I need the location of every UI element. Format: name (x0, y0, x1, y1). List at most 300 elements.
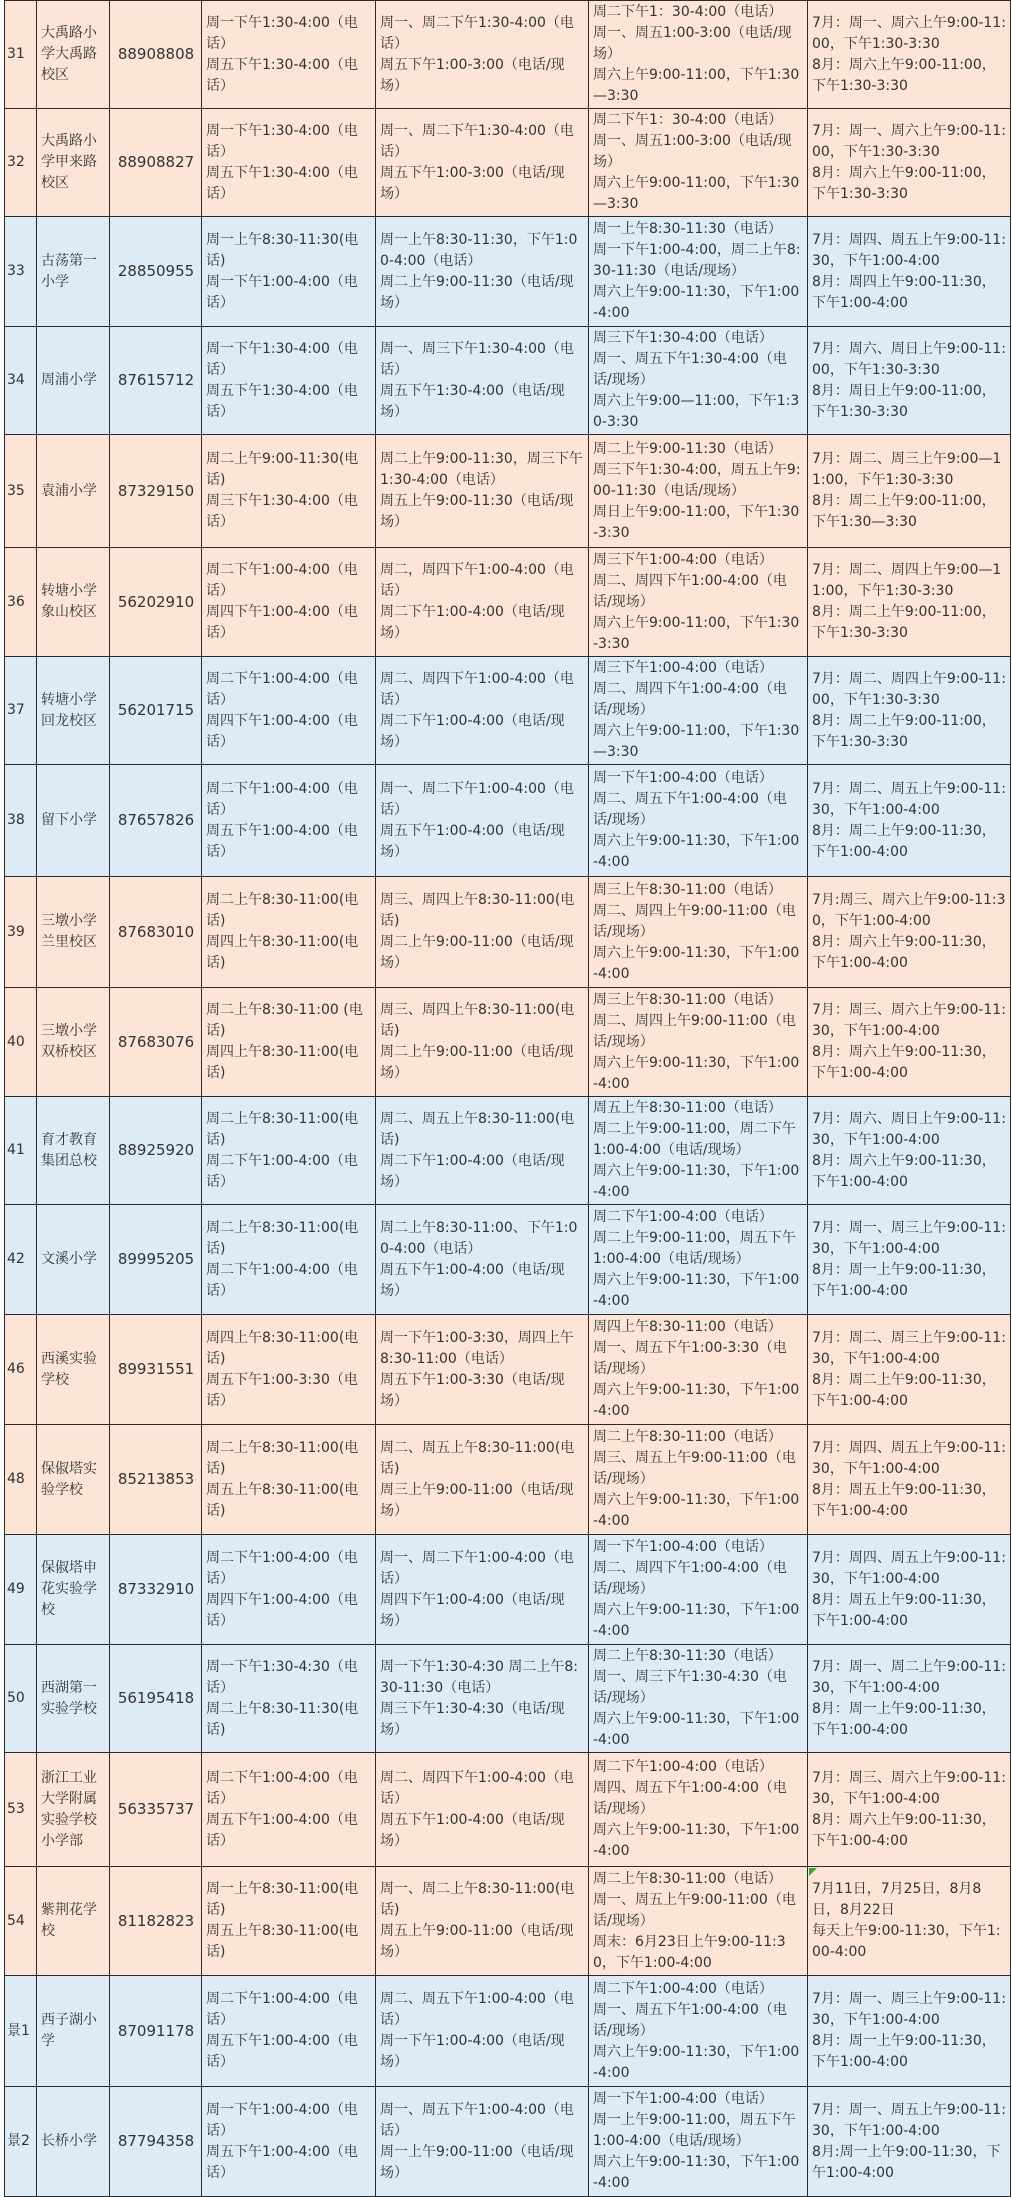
schedule-entry: 周二、周五下午1:00-4:00（电话） (380, 1991, 574, 2028)
row-number-cell: 32 (5, 109, 37, 217)
schedule-entry: 周六上午9:00-11:00，下午1:30-3:30 (593, 614, 800, 652)
schedule-cell-3 (589, 765, 808, 877)
schedule-entry: 周二上午8:30-11:00(电话) (206, 1110, 359, 1148)
schedule-cell-2 (376, 765, 589, 877)
schedule-cell-1 (202, 877, 376, 988)
school-name-cell: 西溪实验学校 (37, 1315, 110, 1425)
schedule-cell-3 (589, 1, 808, 109)
table-row (5, 1, 1011, 109)
schedule-entry: 周三上午8:30-11:00（电话） (593, 881, 782, 898)
schedule-cell-2 (376, 657, 589, 765)
table-row (5, 657, 1011, 765)
schedule-entry: 周一下午1:30-4:00（电话） (206, 14, 358, 52)
phone-number-cell: 56202910 (110, 548, 202, 657)
table-row (5, 1867, 1011, 1976)
schedule-entry: 7月：周六、周日上午9:00-11:00，下午1:30-3:30 (812, 340, 1006, 378)
table-row (5, 2087, 1011, 2197)
schedule-entry: 周三上午8:30-11:00（电话） (593, 991, 782, 1008)
schedule-cell-3 (589, 877, 808, 988)
schedule-cell-4 (808, 1, 1011, 109)
schedule-entry: 周一、周五下午1:00-4:00（电话/现场） (593, 2001, 787, 2039)
schedule-entry: 周六上午9:00-11:30，下午1:00-4:00 (593, 833, 800, 870)
schedule-cell-3 (589, 548, 808, 657)
table-row (5, 1425, 1011, 1535)
schedule-entry: 8月：周二上午9:00-11:00，下午1:30-3:30 (812, 712, 996, 750)
schedule-entry: 周二下午1:00-4:00（电话） (593, 1209, 773, 1225)
schedule-cell-3 (589, 1205, 808, 1315)
schedule-entry: 8月：周六上午9:00-11:00，下午1:30-3:30 (812, 56, 996, 94)
row-number-cell: 景1 (5, 1976, 37, 2087)
schedule-entry: 周二上午9:00-11:30（电话） (593, 440, 782, 457)
schedule-entry: 周一上午9:00-11:00（电话/现场） (380, 2143, 574, 2181)
schedule-entry: 周一、周三下午1:30-4:30（电话/现场） (593, 1669, 787, 1706)
table-row (5, 217, 1011, 327)
schedule-entry: 周三、周四上午8:30-11:00(电话) (380, 892, 575, 929)
schedule-entry: 周四下午1:00-4:00（电话） (206, 604, 358, 641)
schedule-entry: 周二上午8:30-11:00（电话） (593, 1870, 782, 1887)
schedule-entry: 周二上午9:00-11:30，周三下午1:30-4:00（电话） (380, 451, 583, 488)
schedule-entry: 周一下午1:30-4:30 周二上午8:30-11:30（电话） (380, 1658, 579, 1696)
schedule-cell-2 (376, 1425, 589, 1535)
schedule-entry: 8月：周一上午9:00-11:30，下午1:00-4:00 (812, 2033, 996, 2070)
schedule-cell-3 (589, 1753, 808, 1867)
schedule-cell-4 (808, 1976, 1011, 2087)
schedule-cell-2 (376, 109, 589, 217)
schedule-entry: 周四上午8:30-11:00（电话） (593, 1319, 782, 1335)
school-name-cell: 保俶塔实验学校 (37, 1425, 110, 1535)
schedule-cell-3 (589, 2087, 808, 2197)
schedule-entry: 周二下午1:00-4:00（电话） (206, 1549, 358, 1587)
phone-number-cell: 87683010 (110, 877, 202, 988)
schedule-entry: 周五下午1:00-4:00（电话） (206, 2033, 358, 2070)
schedule-entry: 周一、周二下午1:00-4:00（电话） (380, 780, 574, 818)
table-row (5, 548, 1011, 657)
schedule-entry: 周五上午9:00-11:00（电话/现场） (380, 1923, 574, 1960)
schedule-cell-3 (589, 1976, 808, 2087)
schedule-cell-1 (202, 765, 376, 877)
school-name-cell: 留下小学 (37, 765, 110, 877)
schedule-entry: 7月：周四、周五上午9:00-11:30，下午1:00-4:00 (812, 231, 1006, 269)
schedule-entry: 周二下午1：30-4:00（电话） (593, 112, 783, 128)
schedule-entry: 7月：周二、周三上午9:00—11:00，下午1:30-3:30 (812, 451, 1002, 488)
row-number-cell: 39 (5, 877, 37, 988)
schedule-entry: 周一、周五1:00-3:00（电话/现场） (593, 25, 792, 62)
schedule-cell-2 (376, 1535, 589, 1645)
row-number-cell: 36 (5, 548, 37, 657)
phone-number-cell: 89931551 (110, 1315, 202, 1425)
schedule-entry: 周四下午1:00-4:00（电话/现场） (380, 1591, 565, 1629)
schedule-entry: 周二上午8:30-11:00(电话) (206, 1219, 359, 1257)
consultation-schedule-table (4, 0, 1011, 2197)
schedule-cell-4 (808, 988, 1011, 1097)
phone-number-cell: 87329150 (110, 435, 202, 548)
schedule-entry: 周五下午1:30-4:00（电话） (206, 56, 358, 94)
table-row (5, 877, 1011, 988)
schedule-entry: 周一下午1:00-4:00（电话） (593, 2091, 773, 2107)
schedule-entry: 周一、周五下午1:00-3:30（电话/现场） (593, 1340, 787, 1377)
schedule-entry: 周六上午9:00-11:00，下午1:30—3:30 (593, 175, 800, 212)
schedule-entry: 周五上午8:30-11:00(电话) (206, 1481, 359, 1519)
schedule-cell-4 (808, 109, 1011, 217)
schedule-cell-1 (202, 2087, 376, 2197)
schedule-cell-2 (376, 1315, 589, 1425)
schedule-cell-1 (202, 1535, 376, 1645)
schedule-cell-3 (589, 1645, 808, 1753)
school-name-cell: 转塘小学回龙校区 (37, 657, 110, 765)
schedule-entry: 周四上午8:30-11:00(电话) (206, 1044, 359, 1081)
phone-number-cell: 87794358 (110, 2087, 202, 2197)
row-number-cell: 48 (5, 1425, 37, 1535)
schedule-entry: 周五上午8:30-11:00（电话） (593, 1100, 782, 1116)
schedule-cell-2 (376, 1, 589, 109)
schedule-entry: 7月：周一、周六上午9:00-11:00，下午1:30-3:30 (812, 122, 1006, 160)
phone-number-cell: 87615712 (110, 327, 202, 435)
schedule-entry: 8月：周二上午9:00-11:30，下午1:00-4:00 (812, 822, 996, 860)
schedule-entry: 8月：周二上午9:00-11:00，下午1:30-3:30 (812, 604, 996, 641)
schedule-entry: 周五下午1:00-3:30（电话） (206, 1371, 358, 1409)
schedule-cell-2 (376, 435, 589, 548)
schedule-entry: 周五下午1:30-4:00（电话/现场） (380, 382, 565, 420)
schedule-entry: 周一下午1:00-3:30，周四上午8:30-11:00（电话） (380, 1329, 574, 1367)
schedule-entry: 周末：6月23日上午9:00-11:30，下午1:00-4:00 (593, 1933, 786, 1971)
schedule-entry: 7月：周二、周四上午9:00—11:00，下午1:30-3:30 (812, 562, 1002, 599)
schedule-entry: 每天上午9:00-11:30，下午1:00-4:00 (812, 1923, 1001, 1960)
schedule-entry: 周四下午1:00-4:00（电话） (206, 1591, 358, 1629)
schedule-entry: 8月：周一上午9:00-11:30，下午1:00-4:00 (812, 1261, 996, 1299)
schedule-entry: 周一、周五下午1:30-4:00（电话/现场） (593, 351, 787, 388)
phone-number-cell: 88925920 (110, 1097, 202, 1205)
phone-number-cell: 28850955 (110, 217, 202, 327)
school-name-cell: 西子湖小学 (37, 1976, 110, 2087)
schedule-entry: 7月：周四、周五上午9:00-11:30，下午1:00-4:00 (812, 1549, 1006, 1587)
schedule-entry: 周二下午1：30-4:00（电话） (593, 4, 783, 20)
schedule-cell-2 (376, 327, 589, 435)
schedule-entry: 周一、周五下午1:00-4:00（电话） (380, 2101, 574, 2139)
schedule-entry: 周二、周五下午1:00-4:00（电话/现场） (593, 791, 787, 828)
schedule-entry: 周二、周四上午9:00-11:00（电话/现场） (593, 902, 796, 940)
schedule-entry: 周二上午9:00-11:00（电话/现场） (380, 934, 574, 971)
schedule-entry: 8月：周日上午9:00-11:00，下午1:30-3:30 (812, 382, 996, 420)
schedule-entry: 周一、周二下午1:00-4:00（电话） (380, 1549, 574, 1587)
schedule-entry: 周一下午1:00-4:00（电话） (206, 2101, 358, 2139)
schedule-entry: 周一下午1:00-4:00，周二上午8:30-11:30（电话/现场） (593, 242, 801, 279)
schedule-entry: 周四下午1:00-4:00（电话） (206, 712, 358, 750)
schedule-entry: 周二下午1:00-4:00（电话/现场） (380, 712, 565, 750)
school-name-cell: 文溪小学 (37, 1205, 110, 1315)
schedule-entry: 7月：周六、周日上午9:00-11:30，下午1:00-4:00 (812, 1110, 1006, 1148)
row-number-cell: 40 (5, 988, 37, 1097)
schedule-cell-2 (376, 988, 589, 1097)
schedule-entry: 8月：周六上午9:00-11:30，下午1:00-4:00 (812, 1044, 996, 1081)
schedule-entry: 周六上午9:00—11:00，下午1:30-3:30 (593, 393, 800, 430)
schedule-entry: 周五下午1:30-4:00（电话） (206, 164, 358, 202)
schedule-cell-1 (202, 1, 376, 109)
schedule-entry: 周六上午9:00-11:30，下午1:00-4:00 (593, 1272, 800, 1309)
schedule-entry: 周一下午1:30-4:00（电话） (206, 122, 358, 160)
schedule-cell-4 (808, 1205, 1011, 1315)
schedule-entry: 周六上午9:00-11:30，下午1:00-4:00 (593, 1711, 800, 1748)
phone-number-cell: 81182823 (110, 1867, 202, 1976)
table-row (5, 1315, 1011, 1425)
schedule-cell-1 (202, 548, 376, 657)
schedule-entry: 周一、周五1:00-3:00（电话/现场） (593, 133, 792, 170)
schedule-entry: 周三、周四上午8:30-11:00(电话) (380, 1002, 575, 1039)
schedule-cell-1 (202, 109, 376, 217)
schedule-entry: 周五下午1:00-4:00（电话/现场） (380, 822, 565, 860)
phone-number-cell: 88908808 (110, 1, 202, 109)
schedule-cell-2 (376, 1097, 589, 1205)
schedule-entry: 周五下午1:00-3:00（电话/现场） (380, 56, 565, 94)
school-name-cell: 三墩小学兰里校区 (37, 877, 110, 988)
schedule-entry: 周三下午1:00-4:00（电话） (593, 551, 773, 568)
schedule-entry: 7月：周一、周二上午9:00-11:30，下午1:00-4:00 (812, 1658, 1006, 1696)
schedule-entry: 8月：周六上午9:00-11:30，下午1:00-4:00 (812, 1152, 996, 1190)
school-name-cell: 袁浦小学 (37, 435, 110, 548)
row-number-cell: 41 (5, 1097, 37, 1205)
schedule-entry: 7月：周二、周五上午9:00-11:30，下午1:00-4:00 (812, 780, 1006, 818)
schedule-entry: 周五下午1:00-4:00（电话） (206, 2143, 358, 2181)
schedule-cell-2 (376, 877, 589, 988)
schedule-entry: 周四上午8:30-11:00(电话) (206, 934, 359, 971)
schedule-entry: 周五上午8:30-11:00(电话) (206, 1923, 359, 1960)
schedule-entry: 7月：周三、周六上午9:00-11:30，下午1:00-4:00 (812, 1002, 1006, 1039)
green-triangle-icon (809, 1868, 817, 1876)
schedule-entry: 周二上午8:30-11:00（电话） (593, 1429, 782, 1445)
schedule-cell-2 (376, 1867, 589, 1976)
schedule-entry: 周五下午1:00-3:00（电话/现场） (380, 164, 565, 202)
schedule-entry: 周五下午1:00-4:00（电话/现场） (380, 1261, 565, 1299)
table-body (5, 1, 1011, 2197)
phone-number-cell: 56335737 (110, 1753, 202, 1867)
table-row (5, 109, 1011, 217)
table-row (5, 1645, 1011, 1753)
schedule-entry: 周二上午9:00-11:00（电话/现场） (380, 1044, 574, 1081)
schedule-entry: 周一下午1:00-4:00（电话/现场） (380, 2033, 565, 2070)
schedule-entry: 周一、周二下午1:30-4:00（电话） (380, 14, 574, 52)
schedule-cell-4 (808, 1867, 1011, 1976)
schedule-cell-4 (808, 435, 1011, 548)
schedule-cell-2 (376, 1645, 589, 1753)
schedule-cell-3 (589, 988, 808, 1097)
schedule-entry: 周日上午9:00-11:00，下午1:30-3:30 (593, 503, 800, 541)
table-row (5, 1205, 1011, 1315)
schedule-cell-1 (202, 1205, 376, 1315)
schedule-entry: 周二下午1:00-4:00（电话） (206, 1152, 358, 1190)
schedule-cell-4 (808, 765, 1011, 877)
schedule-entry: 周五下午1:00-4:00（电话） (206, 822, 358, 860)
school-name-cell: 长桥小学 (37, 2087, 110, 2197)
phone-number-cell: 87332910 (110, 1535, 202, 1645)
row-number-cell: 53 (5, 1753, 37, 1867)
schedule-cell-3 (589, 1867, 808, 1976)
schedule-entry: 周二下午1:00-4:00（电话） (206, 670, 358, 708)
schedule-entry: 8月:周一上午9:00-11:30，下午1:00-4:00 (812, 2143, 1001, 2181)
schedule-entry: 周六上午9:00-11:30，下午1:00-4:00 (593, 2154, 800, 2191)
schedule-entry: 周二上午9:00-11:00，周五下午1:00-4:00（电话/现场） (593, 1230, 796, 1267)
schedule-entry: 7月：周一、周五上午9:00-11:30，下午1:00-4:00 (812, 2101, 1006, 2139)
row-number-cell: 35 (5, 435, 37, 548)
schedule-entry: 周二下午1:00-4:00（电话） (206, 780, 358, 818)
school-name-cell: 三墩小学双桥校区 (37, 988, 110, 1097)
row-number-cell: 37 (5, 657, 37, 765)
schedule-entry: 周五上午9:00-11:30（电话/现场） (380, 493, 574, 530)
schedule-entry: 周二、周五上午8:30-11:00(电话) (380, 1439, 575, 1477)
schedule-entry: 周二上午8:30-11:00、下午1:00-4:00（电话） (380, 1219, 578, 1257)
schedule-entry: 8月：周二上午9:00-11:30，下午1:00-4:00 (812, 1371, 996, 1409)
schedule-entry: 7月：周四、周五上午9:00-11:30，下午1:00-4:00 (812, 1439, 1006, 1477)
schedule-entry: 8月：周五上午9:00-11:30，下午1:00-4:00 (812, 1591, 996, 1629)
schedule-cell-1 (202, 217, 376, 327)
row-number-cell: 49 (5, 1535, 37, 1645)
table-row (5, 988, 1011, 1097)
schedule-entry: 周五下午1:00-4:00（电话/现场） (380, 1811, 565, 1849)
schedule-cell-1 (202, 988, 376, 1097)
schedule-cell-4 (808, 1645, 1011, 1753)
schedule-entry: 周一下午1:00-4:00（电话） (206, 273, 358, 311)
schedule-cell-4 (808, 1535, 1011, 1645)
schedule-entry: 周一下午1:00-4:00（电话） (593, 770, 773, 786)
school-name-cell: 大禹路小学大禹路校区 (37, 1, 110, 109)
row-number-cell: 38 (5, 765, 37, 877)
schedule-entry: 周一下午1:30-4:00（电话） (206, 340, 358, 378)
phone-number-cell: 87091178 (110, 1976, 202, 2087)
schedule-entry: 周六上午9:00-11:30，下午1:00-4:00 (593, 1822, 800, 1859)
schedule-entry: 周一、周二下午1:30-4:00（电话） (380, 122, 574, 160)
schedule-cell-4 (808, 1753, 1011, 1867)
schedule-entry: 周六上午9:00-11:30，下午1:00-4:00 (593, 284, 800, 321)
schedule-entry: 周二上午9:00-11:30(电话) (206, 451, 359, 488)
schedule-entry: 周三下午1:30-4:00（电话） (206, 493, 358, 530)
schedule-cell-1 (202, 1315, 376, 1425)
schedule-entry: 周一、周二上午8:30-11:00(电话) (380, 1881, 575, 1918)
schedule-entry: 7月：周一、周六上午9:00-11:00，下午1:30-3:30 (812, 14, 1006, 52)
schedule-cell-1 (202, 1097, 376, 1205)
schedule-entry: 周三下午1:00-4:00（电话） (593, 660, 773, 676)
schedule-cell-3 (589, 435, 808, 548)
schedule-entry: 周六上午9:00-11:30，下午1:00-4:00 (593, 1163, 800, 1200)
school-name-cell: 育才教育集团总校 (37, 1097, 110, 1205)
table-row (5, 435, 1011, 548)
schedule-entry: 周二、周四下午1:00-4:00（电话） (380, 670, 574, 708)
schedule-entry: 周一上午8:30-11:30(电话) (206, 231, 359, 269)
phone-number-cell: 87683076 (110, 988, 202, 1097)
table-row (5, 765, 1011, 877)
schedule-cell-2 (376, 2087, 589, 2197)
schedule-cell-4 (808, 548, 1011, 657)
schedule-cell-3 (589, 1097, 808, 1205)
schedule-cell-4 (808, 327, 1011, 435)
table-row (5, 1976, 1011, 2087)
schedule-cell-3 (589, 217, 808, 327)
schedule-entry: 周六上午9:00-11:30，下午1:00-4:00 (593, 944, 800, 982)
schedule-entry: 周二上午8:30-11:00 (电话) (206, 1002, 363, 1039)
schedule-entry: 8月：周六上午9:00-11:30，下午1:00-4:00 (812, 934, 996, 971)
schedule-entry: 周六上午9:00-11:00，下午1:30—3:30 (593, 67, 800, 104)
schedule-entry: 周三、周五上午9:00-11:00（电话/现场） (593, 1450, 796, 1487)
schedule-entry: 周一、周五上午9:00-11:00（电话/现场） (593, 1891, 796, 1929)
schedule-entry: 周二上午8:30-11:00(电话) (206, 892, 359, 929)
schedule-entry: 周二下午1:00-4:00（电话） (206, 562, 358, 599)
phone-number-cell: 56201715 (110, 657, 202, 765)
schedule-cell-3 (589, 327, 808, 435)
schedule-entry: 周二、周四下午1:00-4:00（电话/现场） (593, 681, 787, 718)
schedule-entry: 周三下午1:30-4:30（电话/现场） (380, 1700, 565, 1738)
schedule-entry: 周二上午8:30-11:00(电话) (206, 1439, 359, 1477)
row-number-cell: 景2 (5, 2087, 37, 2197)
schedule-entry: 周二下午1:00-4:00（电话） (593, 1980, 773, 1997)
row-number-cell: 42 (5, 1205, 37, 1315)
schedule-cell-1 (202, 657, 376, 765)
schedule-entry: 周四、周五下午1:00-4:00（电话/现场） (593, 1780, 787, 1817)
schedule-entry: 周五下午1:00-3:30（电话/现场） (380, 1371, 565, 1409)
schedule-entry: 周二上午8:30-11:30（电话） (593, 1648, 782, 1664)
row-number-cell: 50 (5, 1645, 37, 1753)
school-name-cell: 周浦小学 (37, 327, 110, 435)
school-name-cell: 紫荆花学校 (37, 1867, 110, 1976)
table-row (5, 1535, 1011, 1645)
schedule-entry: 周二、周五上午8:30-11:00(电话) (380, 1110, 575, 1148)
row-number-cell: 46 (5, 1315, 37, 1425)
schedule-entry: 周一上午8:30-11:30（电话） (593, 221, 782, 237)
schedule-entry: 8月：周五上午9:00-11:30，下午1:00-4:00 (812, 1481, 996, 1519)
schedule-entry: 7月:周三、周六上午9:00-11:30，下午1:00-4:00 (812, 892, 1006, 929)
schedule-entry: 周六上午9:00-11:30，下午1:00-4:00 (593, 1054, 800, 1092)
schedule-cell-2 (376, 1753, 589, 1867)
schedule-entry: 8月：周六上午9:00-11:00，下午1:30-3:30 (812, 164, 996, 202)
schedule-cell-1 (202, 1976, 376, 2087)
schedule-cell-3 (589, 109, 808, 217)
schedule-entry: 周二、周四下午1:00-4:00（电话） (380, 1769, 574, 1807)
school-name-cell: 古荡第一小学 (37, 217, 110, 327)
phone-number-cell: 56195418 (110, 1645, 202, 1753)
schedule-cell-2 (376, 1205, 589, 1315)
schedule-entry: 周一下午1:30-4:30（电话） (206, 1658, 358, 1696)
schedule-entry: 8月：周四上午9:00-11:30，下午1:00-4:00 (812, 273, 996, 311)
phone-number-cell: 88908827 (110, 109, 202, 217)
row-number-cell: 54 (5, 1867, 37, 1976)
schedule-entry: 周三上午9:00-11:00（电话/现场） (380, 1481, 574, 1519)
table-row (5, 1753, 1011, 1867)
schedule-entry: 周二下午1:00-4:00（电话） (593, 1759, 773, 1775)
schedule-entry: 周二上午9:00-11:00，周二下午1:00-4:00（电话/现场） (593, 1121, 796, 1158)
schedule-entry: 8月：周六上午9:00-11:30，下午1:00-4:00 (812, 1811, 996, 1849)
schedule-cell-2 (376, 217, 589, 327)
schedule-entry: 周一上午8:30-11:00(电话) (206, 1881, 359, 1918)
schedule-entry: 周六上午9:00-11:30，下午1:00-4:00 (593, 1602, 800, 1639)
schedule-entry: 周二、周四下午1:00-4:00（电话/现场） (593, 572, 787, 610)
schedule-entry: 周二、周四上午9:00-11:00（电话/现场） (593, 1012, 796, 1050)
schedule-entry: 周二上午8:30-11:30(电话) (206, 1700, 359, 1738)
schedule-cell-1 (202, 327, 376, 435)
schedule-entry: 周二下午1:00-4:00（电话） (206, 1991, 358, 2028)
schedule-entry: 周二下午1:00-4:00（电话/现场） (380, 1152, 565, 1190)
schedule-entry: 周二、周四下午1:00-4:00（电话/现场） (593, 1560, 787, 1597)
school-name-cell: 保俶塔申花实验学校 (37, 1535, 110, 1645)
schedule-entry: 周二下午1:00-4:00（电话） (206, 1769, 358, 1807)
schedule-cell-4 (808, 1315, 1011, 1425)
schedule-entry: 周二下午1:00-4:00（电话） (206, 1261, 358, 1299)
schedule-entry: 7月：周二、周三上午9:00-11:30，下午1:00-4:00 (812, 1329, 1006, 1367)
schedule-cell-4 (808, 2087, 1011, 2197)
schedule-cell-3 (589, 1315, 808, 1425)
row-number-cell: 34 (5, 327, 37, 435)
schedule-entry: 周三下午1:30-4:00，周五上午9:00-11:30（电话/现场） (593, 461, 801, 499)
schedule-entry: 周六上午9:00-11:30，下午1:00-4:00 (593, 1492, 800, 1529)
schedule-cell-4 (808, 1425, 1011, 1535)
schedule-entry: 周五下午1:00-4:00（电话） (206, 1811, 358, 1849)
schedule-cell-1 (202, 435, 376, 548)
schedule-entry: 周一下午1:00-4:00（电话） (593, 1539, 773, 1555)
